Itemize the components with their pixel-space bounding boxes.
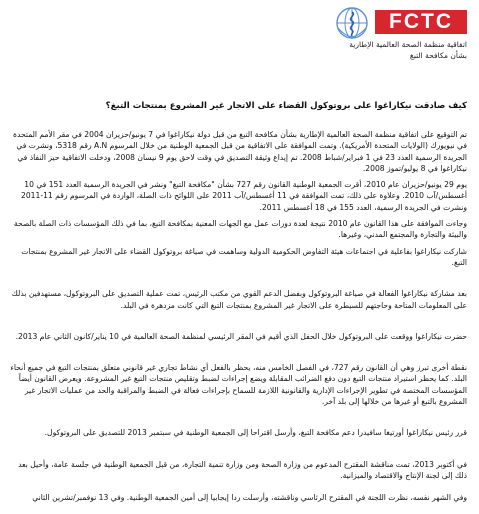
paragraph-law-approval: وجاءت الموافقة على هذا القانون عام 2010 نتيجة لعدة دورات عمل مع الجهات المعنية بمكافحة التبغ، بما في ذلك المؤسسات ذات الصلة بالصحة والبيئة والتجارة والمجتمع المدني، وغيرها. bbox=[13, 219, 467, 240]
article-body bbox=[9, 100, 467, 504]
paragraph-law-chapter-five: نقطة أخرى تبرز وهي أن القانون رقم 727، في الفصل الخامس منه، يحظر بالفعل أي نشاط تجاري غير قانوني متعلق بمنتجات التبغ في جميع أنحاء البلد. كما يحظر استيراد منتجات التبغ دون دفع الضرائب المقابلة ويضع إجراءات لضبط وتقليص منتجات التبغ غير المشروعة. ويعرض القانون أيضاً المؤسسات المختصة في تطوير الإجراءات الإدارية والقانونية اللازمة للسماح بإجراءات فعالة في الضبط والمراقبة والحد من عمليات الاتجار غير المشروع بالتبغ أو غيرها من خلالها إلى بلد آخر. bbox=[10, 363, 467, 407]
organization-line-1: اتفاقية منظمة الصحة العالمية الإطارية bbox=[349, 40, 467, 49]
paragraph-committee-review: وفي الشهر نفسه، نظرت اللجنة في المقترح الرئاسي وناقشته، وأرسلت ردا إيجابيا إلى أمين الجمعية الوطنية. وفي 13 نوفمبر/تشرين الثاني bbox=[32, 493, 467, 503]
paragraph-participation: بعد مشاركة نيكاراغوا الفعالة في صياغة البروتوكول وبفضل الدعم القوي من مكتب الرئيس، تمت عملية التصديق على البروتوكول، مستهدفين بذلك على المعلومات المتاحة وحاجتهم للسيطرة على الاتجار غير المشروع بمنتجات التبغ التي كانت مزدهرة في البلد. bbox=[11, 289, 467, 310]
organization-name bbox=[287, 39, 467, 61]
paragraph-president-proposal: قرر رئيس نيكاراغوا أورتيغا سافيدرا دعم مكافحة التبغ، وأرسل اقتراحا إلى الجمعية الوطنية في سبتمبر 2013 للتصديق على البروتوكول. bbox=[44, 428, 467, 438]
who-emblem-icon bbox=[335, 6, 369, 40]
article-title: كيف صادقت نيكاراغوا على بروتوكول القضاء على الاتجار غير المشروع بمنتجات التبغ؟ bbox=[105, 101, 467, 111]
paragraph-october-debate: في أكتوبر 2013، تمت مناقشة المقترح المدعوم من وزارة الصحة ومن وزارة تنمية التجارة، من قبل الجمعية الوطنية في جلسة عامة، وأحيل بعد ذلك إلى لجنة الإنتاج والاقتصاد والميزانية. bbox=[18, 459, 467, 480]
paragraph-law-727: يوم 29 يونيو/حزيران عام 2010، أقرت الجمعية الوطنية القانون رقم 727 بشأن "مكافحة التبغ" ونشر في الجريدة الرسمية العدد 151 في 10 أغسطس/آب 2010. وعلاوة على ذلك، تمت الموافقة في 11 أغسطس/آب 2011 على اللوائح ذات الصلة، الواردة في المرسوم رقم 11-2011 ونشرت في الجريدة الرسمية، العدد 155 في 18 أغسطس 2011. bbox=[21, 180, 467, 212]
paragraph-negotiation: شاركت نيكاراغوا بفاعلية في اجتماعات هيئة التفاوض الحكومية الدولية وساهمت في صياغة بروتوكول القضاء على الاتجار غير المشروع بمنتجات التبغ. bbox=[21, 246, 467, 267]
fctc-logo: FCTC bbox=[375, 10, 467, 34]
header-branding bbox=[287, 6, 467, 76]
paragraph-ratification-history: تم التوقيع على اتفاقية منظمة الصحة العالمية الإطارية بشأن مكافحة التبغ من قبل دولة نيكاراغوا في 7 يونيو/حزيران 2004 في مقر الأمم المتحدة في نيويورك (الولايات المتحدة الأمريكية). وتمت الموافقة على الاتفاقية من قبل الجمعية الوطنية من خلال المرسوم A.N رقم 5318، ونشرت في الجريدة الرسمية العدد 23 في 1 فبراير/شباط 2008. تم إيداع وثيقة التصديق في وقت لاحق يوم 9 نيسان 2008، ودخلت الاتفاقية حيز النفاذ في نيكاراغوا في 8 يوليو/تموز 2008. bbox=[13, 130, 467, 173]
paragraph-signing: حضرت نيكاراغوا ووقعت على البروتوكول خلال الحفل الذي أقيم في المقر الرئيسي لمنظمة الصحة العالمية في 10 يناير/كانون الثاني عام 2013. bbox=[15, 331, 467, 341]
organization-line-2: بشأن مكافحة التبغ bbox=[409, 51, 467, 60]
